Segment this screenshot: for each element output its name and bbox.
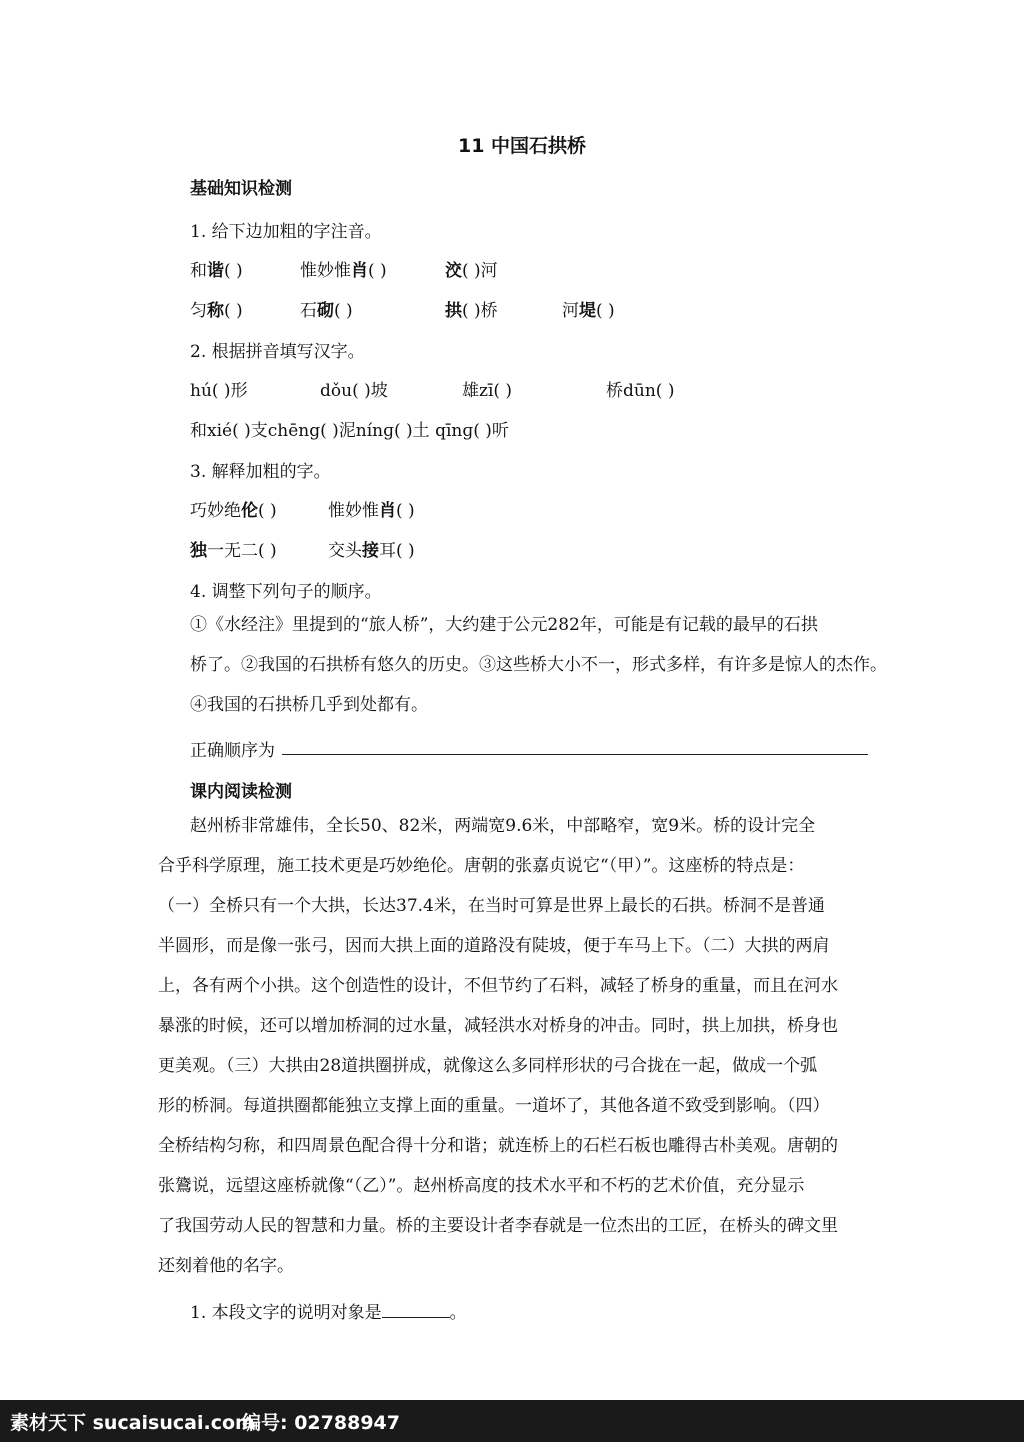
reading-question-1: 1. 本段文字的说明对象是 。 xyxy=(190,1303,467,1323)
question-1-item: 洨( )河 xyxy=(445,261,498,281)
question-4-prompt: 4. 调整下列句子的顺序。 xyxy=(190,582,382,602)
question-4-line: ④我国的石拱桥几乎到处都有。 xyxy=(190,695,428,715)
question-3-item: 惟妙惟肖( ) xyxy=(328,501,415,521)
question-3-item: 独一无二( ) xyxy=(190,541,277,561)
reading-line: 了我国劳动人民的智慧和力量。桥的主要设计者李春就是一位杰出的工匠，在桥头的碑文里 xyxy=(158,1216,838,1236)
reading-line: 还刻着他的名字。 xyxy=(158,1256,294,1276)
reading-line: 张鷟说，远望这座桥就像“（乙）”。赵州桥高度的技术水平和不朽的艺术价值，充分显示 xyxy=(158,1176,805,1196)
reading-line: （一）全桥只有一个大拱，长达37.4米，在当时可算是世界上最长的石拱。桥洞不是普通 xyxy=(158,896,825,916)
reading-line: 暴涨的时候，还可以增加桥洞的过水量，减轻洪水对桥身的冲击。同时，拱上加拱，桥身也 xyxy=(158,1016,838,1036)
pinyin-item: dǒu( )坡 xyxy=(320,381,388,401)
question-3-item: 交头接耳( ) xyxy=(328,541,415,561)
reading-line: 合乎科学原理，施工技术更是巧妙绝伦。唐朝的张嘉贞说它“（甲）”。这座桥的特点是： xyxy=(158,856,805,876)
reading-line: 上，各有两个小拱。这个创造性的设计，不但节约了石料，减轻了桥身的重量，而且在河水 xyxy=(158,976,838,996)
question-1-item: 和谐( ) xyxy=(190,261,243,281)
pinyin-item: 桥dūn( ) xyxy=(606,381,675,401)
question-1-item: 河堤( ) xyxy=(562,301,615,321)
reading-line: 全桥结构匀称，和四周景色配合得十分和谐；就连桥上的石栏石板也雕得古朴美观。唐朝的 xyxy=(158,1136,838,1156)
watermark-id: 编号: 02788947 xyxy=(242,1412,400,1434)
question-1-item: 石砌( ) xyxy=(300,301,353,321)
watermark-banner xyxy=(0,1400,1024,1442)
reading-line: 更美观。（三）大拱由28道拱圈拼成，就像这么多同样形状的弓合拢在一起，做成一个弧 xyxy=(158,1056,818,1076)
question-1-item: 匀称( ) xyxy=(190,301,243,321)
page-title: 11 中国石拱桥 xyxy=(458,135,587,157)
question-4-line: 桥了。②我国的石拱桥有悠久的历史。③这些桥大小不一，形式多样，有许多是惊人的杰作。 xyxy=(190,655,887,675)
reading-line: 形的桥洞。每道拱圈都能独立支撑上面的重量。一道坏了，其他各道不致受到影响。（四） xyxy=(158,1096,830,1116)
question-1-item: 拱( )桥 xyxy=(445,301,498,321)
pinyin-item: 雄zī( ) xyxy=(462,381,513,401)
question-3-item: 巧妙绝伦( ) xyxy=(190,501,277,521)
watermark-site: 素材天下 sucaisucai.com xyxy=(10,1412,255,1434)
pinyin-item: hú( )形 xyxy=(190,381,248,401)
question-2-prompt: 2. 根据拼音填写汉字。 xyxy=(190,342,365,362)
reading-line: 赵州桥非常雄伟，全长50、82米，两端宽9.6米，中部略窄，宽9米。桥的设计完全 xyxy=(190,816,816,836)
pinyin-item: 和xié( )支chēng( )泥nínɡ( )土 qīnɡ( )听 xyxy=(190,421,509,441)
answer-label: 正确顺序为 xyxy=(190,741,275,761)
question-3-prompt: 3. 解释加粗的字。 xyxy=(190,462,331,482)
reading-answer-blank[interactable] xyxy=(382,1303,450,1318)
question-4-line: ①《水经注》里提到的“旅人桥”，大约建于公元282年，可能是有记载的最早的石拱 xyxy=(190,615,818,635)
question-1-prompt: 1. 给下边加粗的字注音。 xyxy=(190,222,382,242)
reading-line: 半圆形，而是像一张弓，因而大拱上面的道路没有陡坡，便于车马上下。（二）大拱的两肩 xyxy=(158,936,830,956)
section-heading-basics: 基础知识检测 xyxy=(190,179,292,199)
question-1-item: 惟妙惟肖( ) xyxy=(300,261,387,281)
answer-blank[interactable] xyxy=(282,754,868,755)
section-heading-reading: 课内阅读检测 xyxy=(190,782,292,802)
